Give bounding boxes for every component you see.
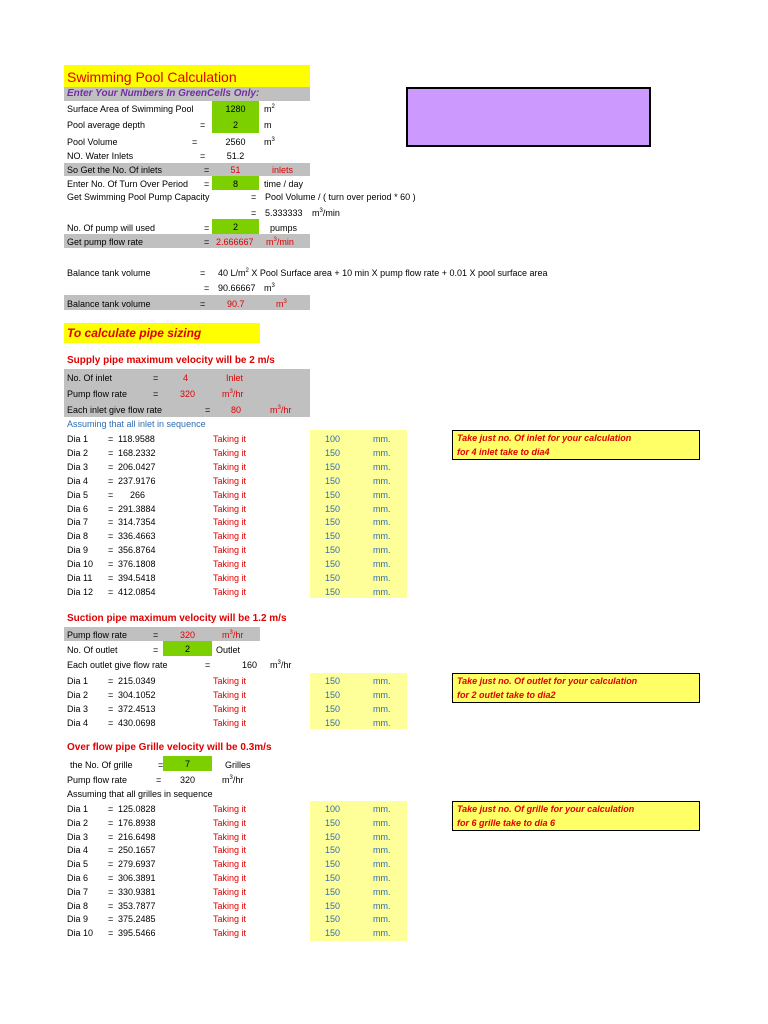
- pipe-size: 150: [325, 717, 341, 728]
- pipe-size: 150: [325, 475, 341, 486]
- balance-label: Balance tank volume: [67, 268, 151, 278]
- dia-eq: =: [108, 873, 114, 883]
- dia-label: Dia 4: [67, 717, 89, 728]
- inlets-result-label: So Get the No. Of inlets: [67, 165, 163, 175]
- supply-each-value: 80: [231, 405, 242, 415]
- dia-value: 279.6937: [118, 859, 156, 870]
- dia-label: Dia 1: [67, 434, 89, 444]
- pipe-unit: mm.: [373, 900, 391, 911]
- suction-flow-value: 320: [180, 630, 196, 640]
- pipe-unit: mm.: [373, 817, 391, 828]
- taking-it-label: Taking it: [213, 859, 247, 870]
- surface-unit: $m^2$: [264, 104, 275, 114]
- pipe-size: 150: [325, 900, 341, 911]
- dia-eq: =: [108, 928, 114, 939]
- taking-it-label: Taking it: [213, 804, 247, 814]
- pipe-unit: mm.: [373, 475, 391, 486]
- suction-heading: Suction pipe maximum velocity will be 1.2 m/s: [67, 613, 287, 624]
- supply-inlet-unit: Inlet: [226, 373, 244, 383]
- taking-it-label: Taking it: [213, 886, 247, 897]
- dia-eq: =: [108, 586, 114, 597]
- capacity-value-eq: =: [251, 208, 257, 218]
- dia-eq: =: [108, 517, 114, 528]
- pipe-size: 150: [325, 873, 341, 883]
- dia-value: 237.9176: [118, 475, 156, 486]
- dia-eq: =: [108, 703, 114, 714]
- taking-it-label: Taking it: [213, 717, 247, 728]
- supply-inlet-eq: =: [153, 373, 159, 383]
- dia-label: Dia 5: [67, 489, 89, 500]
- flow-label: Get pump flow rate: [67, 237, 144, 247]
- surface-value[interactable]: 1280: [225, 104, 246, 114]
- capacity-value: 5.333333: [265, 208, 303, 218]
- pipe-size: 150: [325, 886, 341, 897]
- dia-eq: =: [108, 676, 114, 686]
- supply-each-eq: =: [205, 405, 211, 415]
- dia-label: Dia 5: [67, 859, 89, 870]
- dia-value: 372.4513: [118, 703, 156, 714]
- dia-value: 394.5418: [118, 573, 156, 583]
- dia-label: Dia 11: [67, 573, 93, 583]
- pipe-size: 150: [325, 489, 341, 500]
- supply-note-line2: for 4 inlet take to dia4: [457, 447, 550, 457]
- pipe-unit: mm.: [373, 676, 391, 686]
- supply-inlet-value: 4: [183, 373, 189, 383]
- pipe-unit: mm.: [373, 831, 391, 842]
- dia-eq: =: [108, 531, 114, 542]
- capacity-unit: $m^3/\min$: [312, 208, 340, 218]
- pipe-size: 150: [325, 817, 341, 828]
- dia-eq: =: [108, 804, 114, 814]
- pipe-heading: To calculate pipe sizing: [67, 326, 202, 340]
- dia-value: 336.4663: [118, 531, 156, 542]
- pipe-unit: mm.: [373, 886, 391, 897]
- dia-label: Dia 6: [67, 873, 89, 883]
- supply-flow-eq: =: [153, 389, 159, 399]
- overflow-flow-eq: =: [156, 775, 162, 785]
- subtitle: Enter Your Numbers In GreenCells Only:: [67, 88, 260, 99]
- dia-value: 353.7877: [118, 900, 156, 911]
- dia-eq: =: [108, 845, 114, 856]
- dia-eq: =: [108, 475, 114, 486]
- flow-value: 2.666667: [216, 237, 254, 247]
- capacity-label: Get Swimming Pool Pump Capacity: [67, 192, 210, 202]
- dia-label: Dia 10: [67, 928, 94, 939]
- pumps-value[interactable]: 2: [232, 222, 238, 232]
- dia-eq: =: [108, 900, 114, 911]
- dia-value: 291.3884: [118, 503, 156, 514]
- pipe-size: 150: [325, 531, 341, 542]
- pipe-size: 150: [325, 517, 341, 528]
- dia-label: Dia 8: [67, 900, 89, 911]
- inlets-result-value: 51: [230, 165, 241, 175]
- dia-eq: =: [108, 817, 114, 828]
- volume-unit: $m^3$: [264, 137, 275, 147]
- balance-value: 90.66667: [218, 283, 256, 293]
- pipe-size: 150: [325, 914, 341, 925]
- supply-flow-label: Pump flow rate: [67, 389, 128, 399]
- volume-label: Pool Volume: [67, 137, 118, 147]
- dia-eq: =: [108, 434, 114, 444]
- pipe-unit: mm.: [373, 873, 391, 883]
- pipe-unit: mm.: [373, 503, 391, 514]
- dia-label: Dia 4: [67, 845, 89, 856]
- dia-label: Dia 2: [67, 817, 89, 828]
- pipe-size: 150: [325, 689, 341, 700]
- depth-eq: =: [200, 120, 206, 130]
- dia-label: Dia 12: [67, 586, 94, 597]
- taking-it-label: Taking it: [213, 703, 247, 714]
- dia-value: 375.2485: [118, 914, 156, 925]
- overflow-heading: Over flow pipe Grille velocity will be 0.3m/s: [67, 742, 272, 753]
- page-title: Swimming Pool Calculation: [67, 69, 237, 85]
- overflow-note-line1: Take just no. Of grille for your calculation: [457, 804, 635, 814]
- suction-outlet-eq: =: [153, 645, 159, 655]
- taking-it-label: Taking it: [213, 845, 247, 856]
- dia-value: 412.0854: [118, 586, 156, 597]
- turnover-value[interactable]: 8: [232, 179, 238, 189]
- balance-result-label: Balance tank volume: [67, 299, 151, 309]
- taking-it-label: Taking it: [213, 489, 247, 500]
- supply-heading: Supply pipe maximum velocity will be 2 m/s: [67, 355, 275, 366]
- taking-it-label: Taking it: [213, 475, 247, 486]
- pumps-unit: pumps: [270, 223, 298, 233]
- pipe-size: 150: [325, 845, 341, 856]
- taking-it-label: Taking it: [213, 831, 247, 842]
- dia-eq: =: [108, 831, 114, 842]
- turnover-eq: =: [204, 179, 210, 189]
- dia-value: 168.2332: [118, 447, 156, 458]
- pipe-size: 100: [325, 434, 341, 444]
- inlets-result-unit: inlets: [272, 165, 294, 175]
- pipe-unit: mm.: [373, 703, 391, 714]
- dia-value: 266: [130, 489, 146, 500]
- pipe-unit: mm.: [373, 586, 391, 597]
- pipe-unit: mm.: [373, 447, 391, 458]
- suction-note-line1: Take just no. Of outlet for your calculation: [457, 676, 638, 686]
- dia-eq: =: [108, 859, 114, 870]
- suction-each-eq: =: [205, 660, 211, 670]
- pipe-unit: mm.: [373, 559, 391, 570]
- suction-flow-label: Pump flow rate: [67, 630, 128, 640]
- dia-label: Dia 4: [67, 475, 89, 486]
- dia-label: Dia 7: [67, 886, 89, 897]
- overflow-note-line2: for 6 grille take to dia 6: [457, 818, 556, 828]
- overflow-flow-label: Pump flow rate: [67, 775, 128, 785]
- pipe-unit: mm.: [373, 859, 391, 870]
- dia-eq: =: [108, 489, 114, 500]
- pipe-size: 150: [325, 503, 341, 514]
- taking-it-label: Taking it: [213, 434, 247, 444]
- turnover-label: Enter No. Of Turn Over Period: [67, 179, 189, 189]
- dia-value: 376.1808: [118, 559, 156, 570]
- taking-it-label: Taking it: [213, 689, 247, 700]
- overflow-flow-unit: $m^3/hr$: [222, 775, 244, 785]
- overflow-grille-value[interactable]: 7: [184, 759, 190, 769]
- pipe-unit: mm.: [373, 461, 391, 472]
- dia-eq: =: [108, 461, 114, 472]
- dia-eq: =: [108, 545, 114, 556]
- inlets-eq: =: [200, 151, 206, 161]
- overflow-note: [452, 801, 700, 831]
- suction-each-value: 160: [242, 660, 258, 670]
- taking-it-label: Taking it: [213, 586, 247, 597]
- pipe-unit: mm.: [373, 914, 391, 925]
- inlets-label: NO. Water Inlets: [67, 151, 134, 161]
- volume-eq: =: [192, 137, 198, 147]
- dia-value: 125.0828: [118, 804, 156, 814]
- inlets-result-eq: =: [204, 165, 210, 175]
- dia-value: 314.7354: [118, 517, 156, 528]
- volume-value: 2560: [225, 137, 246, 147]
- pipe-size: 150: [325, 831, 341, 842]
- depth-value[interactable]: 2: [232, 120, 238, 130]
- suction-each-unit: $m^3/hr$: [270, 660, 292, 670]
- taking-it-label: Taking it: [213, 928, 247, 939]
- pipe-size: 150: [325, 573, 341, 583]
- taking-it-label: Taking it: [213, 503, 247, 514]
- dia-eq: =: [108, 886, 114, 897]
- depth-label: Pool average depth: [67, 120, 146, 130]
- dia-value: 176.8938: [118, 817, 156, 828]
- dia-eq: =: [108, 689, 114, 700]
- taking-it-label: Taking it: [213, 817, 247, 828]
- suction-note-line2: for 2 outlet take to dia2: [457, 690, 556, 700]
- dia-value: 306.3891: [118, 873, 156, 883]
- dia-eq: =: [108, 559, 114, 570]
- supply-flow-unit: $m^3/hr$: [222, 389, 244, 399]
- taking-it-label: Taking it: [213, 873, 247, 883]
- pipe-unit: mm.: [373, 545, 391, 556]
- pipe-size: 150: [325, 447, 341, 458]
- flow-eq: =: [204, 237, 210, 247]
- dia-label: Dia 8: [67, 531, 89, 542]
- supply-note-line1: Take just no. Of inlet for your calculation: [457, 433, 632, 443]
- dia-eq: =: [108, 717, 114, 728]
- balance-eq: =: [200, 268, 206, 278]
- suction-outlet-label: No. Of outlet: [67, 645, 118, 655]
- dia-eq: =: [108, 573, 114, 583]
- dia-value: 216.6498: [118, 831, 156, 842]
- purple-note-box: [406, 87, 651, 147]
- taking-it-label: Taking it: [213, 531, 247, 542]
- supply-each-unit: $m^3/hr$: [270, 405, 292, 415]
- pipe-unit: mm.: [373, 531, 391, 542]
- supply-flow-value: 320: [180, 389, 196, 399]
- dia-label: Dia 6: [67, 503, 89, 514]
- taking-it-label: Taking it: [213, 676, 247, 686]
- dia-label: Dia 3: [67, 461, 89, 472]
- dia-value: 330.9381: [118, 886, 156, 897]
- depth-unit: m: [264, 120, 272, 130]
- suction-outlet-value[interactable]: 2: [184, 644, 190, 654]
- surface-label: Surface Area of Swimming Pool: [67, 104, 194, 114]
- suction-flow-unit: $m^3/hr$: [222, 630, 244, 640]
- dia-value: 118.9588: [118, 434, 155, 444]
- pipe-unit: mm.: [373, 689, 391, 700]
- balance-result-eq: =: [200, 299, 206, 309]
- taking-it-label: Taking it: [213, 545, 247, 556]
- pipe-size: 150: [325, 859, 341, 870]
- balance-value-unit: $m^3$: [264, 283, 275, 293]
- pumps-label: No. Of pump will used: [67, 223, 156, 233]
- dia-eq: =: [108, 503, 114, 514]
- suction-outlet-unit: Outlet: [216, 645, 241, 655]
- pipe-unit: mm.: [373, 717, 391, 728]
- overflow-grille-unit: Grilles: [225, 760, 251, 770]
- dia-value: 356.8764: [118, 545, 156, 556]
- pipe-unit: mm.: [373, 845, 391, 856]
- dia-label: Dia 1: [67, 804, 89, 814]
- inlets-value: 51.2: [226, 151, 245, 161]
- flow-unit: $m^3/\min$: [266, 237, 294, 247]
- dia-label: Dia 1: [67, 676, 89, 686]
- dia-label: Dia 2: [67, 447, 89, 458]
- dia-value: 206.0427: [118, 461, 156, 472]
- pipe-size: 100: [325, 804, 341, 814]
- dia-eq: =: [108, 914, 114, 925]
- dia-label: Dia 10: [67, 559, 94, 570]
- pipe-size: 150: [325, 703, 341, 714]
- balance-result-unit: $m^3$: [276, 299, 287, 309]
- pipe-unit: mm.: [373, 517, 391, 528]
- capacity-eq: =: [251, 192, 257, 202]
- pipe-size: 150: [325, 676, 341, 686]
- dia-value: 395.5466: [118, 928, 156, 939]
- pipe-unit: mm.: [373, 489, 391, 500]
- taking-it-label: Taking it: [213, 517, 247, 528]
- dia-label: Dia 7: [67, 517, 89, 528]
- dia-value: 304.1052: [118, 689, 156, 700]
- balance-value-eq: =: [204, 283, 210, 293]
- taking-it-label: Taking it: [213, 573, 247, 583]
- dia-label: Dia 3: [67, 831, 89, 842]
- taking-it-label: Taking it: [213, 559, 247, 570]
- pipe-unit: mm.: [373, 573, 391, 583]
- balance-formula: 40 $L/m^2$ X Pool Surface area + 10 min X pump flow rate + 0.01 X pool surface area: [218, 268, 548, 278]
- turnover-unit: time / day: [264, 179, 304, 189]
- pipe-size: 150: [325, 928, 341, 939]
- taking-it-label: Taking it: [213, 461, 247, 472]
- dia-value: 215.0349: [118, 676, 156, 686]
- suction-note: [452, 673, 700, 703]
- dia-label: Dia 9: [67, 545, 89, 556]
- dia-label: Dia 9: [67, 914, 89, 925]
- pipe-size: 150: [325, 545, 341, 556]
- supply-each-label: Each inlet give flow rate: [67, 405, 163, 415]
- pipe-unit: mm.: [373, 434, 391, 444]
- pipe-unit: mm.: [373, 804, 391, 814]
- dia-value: 250.1657: [118, 845, 156, 856]
- suction-each-label: Each outlet give flow rate: [67, 660, 168, 670]
- suction-flow-eq: =: [153, 630, 159, 640]
- taking-it-label: Taking it: [213, 914, 247, 925]
- pipe-size: 150: [325, 559, 341, 570]
- overflow-assume: Assuming that all grilles in sequence: [67, 789, 213, 799]
- dia-label: Dia 3: [67, 703, 89, 714]
- supply-assume: Assuming that all inlet in sequence: [67, 419, 206, 429]
- taking-it-label: Taking it: [213, 447, 247, 458]
- supply-inlet-label: No. Of inlet: [67, 373, 113, 383]
- dia-eq: =: [108, 447, 114, 458]
- taking-it-label: Taking it: [213, 900, 247, 911]
- pipe-size: 150: [325, 586, 341, 597]
- overflow-flow-value: 320: [180, 775, 196, 785]
- capacity-formula: Pool Volume / ( turn over period * 60 ): [265, 192, 416, 202]
- pumps-eq: =: [204, 223, 210, 233]
- dia-value: 430.0698: [118, 717, 156, 728]
- overflow-grille-eq: =: [158, 760, 164, 770]
- balance-result-value: 90.7: [227, 299, 245, 309]
- supply-note: [452, 430, 700, 460]
- dia-label: Dia 2: [67, 689, 89, 700]
- overflow-grille-label: the No. Of grille: [70, 760, 133, 770]
- pipe-unit: mm.: [373, 928, 391, 939]
- pipe-size: 150: [325, 461, 341, 472]
